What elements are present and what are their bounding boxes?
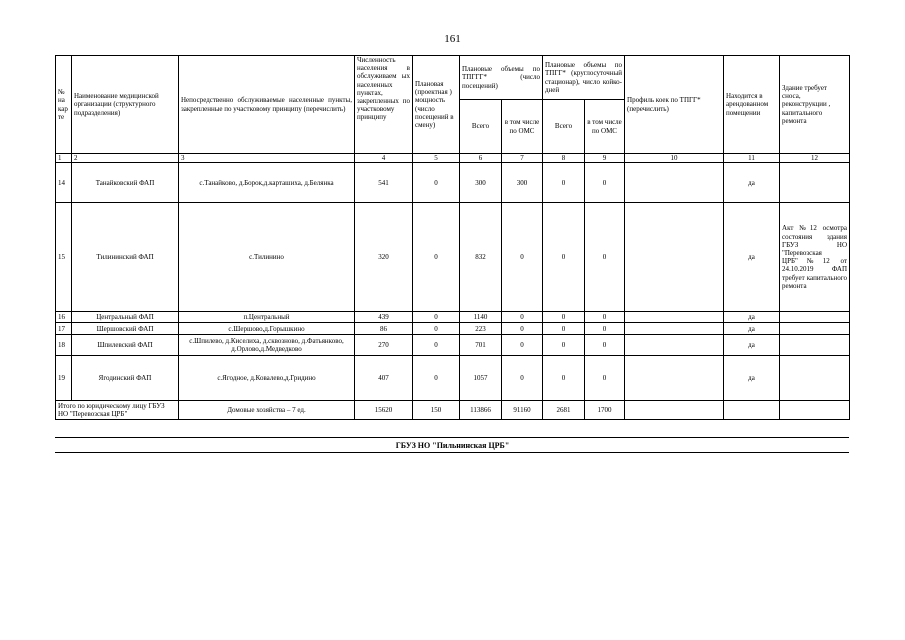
table-row <box>56 356 850 401</box>
bed-profile <box>625 356 724 401</box>
header-planned-bed-days: Плановые объемы по ТПГГ* (круглосуточный стационар), число койко-дней <box>543 56 625 100</box>
visits-total: 300 <box>460 163 502 203</box>
total-label: Итого по юридическому лицу ГБУЗ НО "Перевозская ЦРБ" <box>56 401 179 420</box>
rented: да <box>724 163 780 203</box>
total-beds-oms: 1700 <box>585 401 625 420</box>
repair-note <box>780 323 850 335</box>
visits-total: 223 <box>460 323 502 335</box>
capacity: 0 <box>413 323 460 335</box>
total-rented <box>724 401 780 420</box>
population: 439 <box>355 312 413 323</box>
header-organization: Наименование медицинской организации (структурного подразделения) <box>72 56 179 154</box>
visits-total: 1057 <box>460 356 502 401</box>
header-capacity: Плановая (проектная ) мощность (число посещений в смену) <box>413 56 460 154</box>
settlements: с.Танайково, д.Борок,д.карташиха, д.Белянка <box>179 163 355 203</box>
rented: да <box>724 312 780 323</box>
repair-note <box>780 312 850 323</box>
header-visits-total: Всего <box>460 100 502 154</box>
beds-oms: 0 <box>585 335 625 356</box>
column-number-row <box>56 154 850 163</box>
population: 86 <box>355 323 413 335</box>
beds-total: 0 <box>543 163 585 203</box>
row-number: 17 <box>56 323 72 335</box>
beds-oms: 0 <box>585 323 625 335</box>
col-number: 6 <box>460 154 502 163</box>
visits-total: 1140 <box>460 312 502 323</box>
capacity: 0 <box>413 163 460 203</box>
bed-profile <box>625 203 724 312</box>
facilities-table <box>55 55 850 420</box>
facility-name: Ягодинский ФАП <box>72 356 179 401</box>
col-number: 4 <box>355 154 413 163</box>
beds-oms: 0 <box>585 163 625 203</box>
row-number: 15 <box>56 203 72 312</box>
beds-total: 0 <box>543 323 585 335</box>
rented: да <box>724 323 780 335</box>
repair-note <box>780 356 850 401</box>
header-beds-total: Всего <box>543 100 585 154</box>
rented: да <box>724 356 780 401</box>
population: 320 <box>355 203 413 312</box>
header-settlements: Непосредственно обслуживаемые населенные пункты, закрепленные по участковому принципу (перечислить) <box>179 56 355 154</box>
capacity: 0 <box>413 335 460 356</box>
capacity: 0 <box>413 356 460 401</box>
rented: да <box>724 335 780 356</box>
settlements: с.Ягодное, д.Ковалево,д.Гридино <box>179 356 355 401</box>
row-number: 19 <box>56 356 72 401</box>
settlements: с.Шпилево, д.Киселиха, д.сквозново, д.Фатьянково, д.Орлово,д.Медведково <box>179 335 355 356</box>
divider-line <box>55 437 849 438</box>
beds-total: 0 <box>543 312 585 323</box>
facility-name: Центральный ФАП <box>72 312 179 323</box>
facility-name: Шершовский ФАП <box>72 323 179 335</box>
total-bed-profile <box>625 401 724 420</box>
settlements: с.Тилинино <box>179 203 355 312</box>
beds-total: 0 <box>543 203 585 312</box>
capacity: 0 <box>413 203 460 312</box>
beds-oms: 0 <box>585 356 625 401</box>
beds-oms: 0 <box>585 203 625 312</box>
facility-name: Танайковский ФАП <box>72 163 179 203</box>
col-number: 7 <box>502 154 543 163</box>
total-visits-oms: 91160 <box>502 401 543 420</box>
bed-profile <box>625 323 724 335</box>
table-row <box>56 203 850 312</box>
total-row <box>56 401 850 420</box>
col-number: 1 <box>56 154 72 163</box>
bed-profile <box>625 312 724 323</box>
settlements: п.Центральный <box>179 312 355 323</box>
header-rented: Находится в арендованном помещении <box>724 56 780 154</box>
beds-total: 0 <box>543 356 585 401</box>
table-row <box>56 335 850 356</box>
table-row <box>56 163 850 203</box>
next-organization-title: ГБУЗ НО "Пильнинская ЦРБ" <box>395 441 510 450</box>
total-capacity: 150 <box>413 401 460 420</box>
population: 407 <box>355 356 413 401</box>
total-population: 15620 <box>355 401 413 420</box>
population: 270 <box>355 335 413 356</box>
col-number: 8 <box>543 154 585 163</box>
facility-name: Шпилевский ФАП <box>72 335 179 356</box>
population: 541 <box>355 163 413 203</box>
visits-oms: 0 <box>502 323 543 335</box>
col-number: 2 <box>72 154 179 163</box>
settlements: с.Шершово,д.Горышкино <box>179 323 355 335</box>
col-number: 10 <box>625 154 724 163</box>
rented: да <box>724 203 780 312</box>
divider-line <box>55 452 849 453</box>
visits-total: 832 <box>460 203 502 312</box>
capacity: 0 <box>413 312 460 323</box>
beds-total: 0 <box>543 335 585 356</box>
total-settlements: Домовые хозяйства – 7 ед. <box>179 401 355 420</box>
header-beds-oms: в том числе по ОМС <box>585 100 625 154</box>
row-number: 14 <box>56 163 72 203</box>
col-number: 12 <box>780 154 850 163</box>
visits-oms: 300 <box>502 163 543 203</box>
repair-note <box>780 335 850 356</box>
repair-note <box>780 163 850 203</box>
col-number: 3 <box>179 154 355 163</box>
visits-oms: 0 <box>502 335 543 356</box>
beds-oms: 0 <box>585 312 625 323</box>
header-row <box>56 56 850 100</box>
page-number: 161 <box>444 33 461 45</box>
total-visits-total: 113866 <box>460 401 502 420</box>
repair-note: Акт №12 осмотра состояния здания ГБУЗ НО "Перевозская ЦРБ"№12 от 24.10.2019 ФАП требует капитального ремонта <box>780 203 850 312</box>
header-planned-visits: Плановые объемы по ТПГГГ* (число посещений) <box>460 56 543 100</box>
col-number: 9 <box>585 154 625 163</box>
table-row <box>56 323 850 335</box>
table-row <box>56 312 850 323</box>
visits-oms: 0 <box>502 203 543 312</box>
visits-oms: 0 <box>502 312 543 323</box>
row-number: 18 <box>56 335 72 356</box>
header-number: № на кар те <box>56 56 72 154</box>
bed-profile <box>625 163 724 203</box>
header-repair: Здание требует сноса, реконструкции , капитального ремонта <box>780 56 850 154</box>
col-number: 5 <box>413 154 460 163</box>
bed-profile <box>625 335 724 356</box>
header-population: Численность населения в обслуживаем ых населенных пунктах, закрепленных по участковому принципу <box>355 56 413 154</box>
visits-total: 701 <box>460 335 502 356</box>
header-bed-profile: Профиль коек по ТПГГ* (перечислить) <box>625 56 724 154</box>
total-repair <box>780 401 850 420</box>
total-beds-total: 2681 <box>543 401 585 420</box>
col-number: 11 <box>724 154 780 163</box>
visits-oms: 0 <box>502 356 543 401</box>
row-number: 16 <box>56 312 72 323</box>
header-visits-oms: в том числе по ОМС <box>502 100 543 154</box>
facility-name: Тилининский ФАП <box>72 203 179 312</box>
